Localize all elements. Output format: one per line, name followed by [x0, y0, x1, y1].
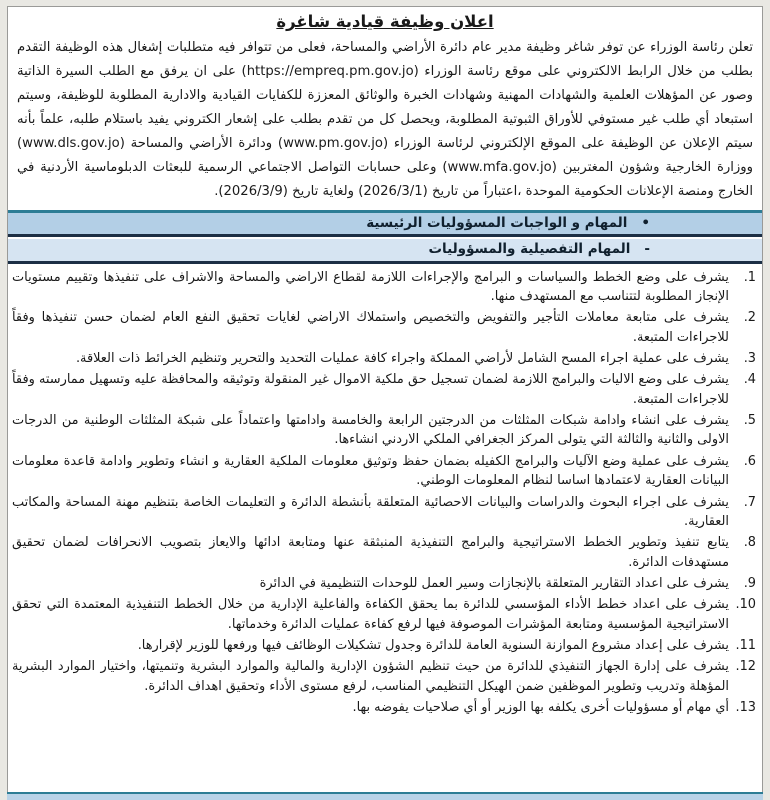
intro-paragraph: تعلن رئاسة الوزراء عن توفر شاغر وظيفة مدير عام دائرة الأراضي والمساحة، فعلى من تتوافر فيه متطلبات إشغال هذه الوظيفة التقدم بطلب من خلال الرابط الالكتروني على موقع رئاسة الوزراء (https://empreq.pm.gov.jo) على ان يرفق مع الطلب السيرة الذاتية وصور عن المؤهلات العلمية والشهادات المهنية وشهادات الخبرة والوثائق المعززة للكفايات القيادية والادارية المطلوبة للوظيفة، وسيتم استبعاد أي طلب غير مستوفي للأوراق الثبوتية المطلوبة، ويحصل كل من تقدم بطلب على إشعار الكتروني يفيد باستلام طلبه، علماً بأنه سيتم الإعلان عن الوظيفة على الموقع الإلكتروني لرئاسة الوزراء (www.pm.gov.jo) ودائرة الأراضي والمساحة (www.dls.gov.jo) ووزارة الخارجية وشؤون المغتربين (www.mfa.gov.jo) وعلى حسابات التواصل الاجتماعي الرسمية للبعثات الدبلوماسية الأردنية في الخارج ومنصة الإعلانات الحكومية الموحدة ،اعتباراً من تاريخ (2026/3/1) ولغاية تاريخ (2026/3/9).: [17, 40, 754, 200]
duty-text: يشرف على اعداد خطط الأداء المؤسسي للدائرة بما يحقق الكفاءة والفاعلية الإدارية من خلال الخطط التنفيذية المعتمدة التي تحقق الاستراتيجية المؤسسية ومتابعة المؤشرات الموصوفة فيها لرفع كفاءة عمليات الدائرة وخدماتها.: [12, 597, 729, 632]
duty-number: 12.: [735, 659, 756, 675]
duty-text: يشرف على إدارة الجهاز التنفيذي للدائرة من حيث تنظيم الشؤون الإدارية والمالية والموارد البشرية وتنميتها، واختيار الموارد البشرية المؤهلة وتدريب وتطوير الموظفين ضمن الهيكل التنظيمي المناسب، لرفع مستوى الأداء وتحقيق اهداف الدائرة.: [12, 659, 729, 694]
duty-item: [12, 349, 756, 368]
duty-item: [12, 308, 756, 347]
duty-item: [12, 370, 756, 409]
announcement-document: [7, 6, 763, 800]
duty-number: 9.: [743, 575, 756, 591]
duty-number: 8.: [743, 535, 756, 551]
duty-item: [12, 452, 756, 491]
duty-text: يشرف على عملية اجراء المسح الشامل لأراضي المملكة واجراء كافة عمليات التحديد والتحرير وتنظيم الخرائط ذات العلاقة.: [75, 350, 729, 366]
duty-number: 2.: [743, 310, 756, 326]
duty-text: أي مهام أو مسؤوليات أخرى يكلفه بها الوزير أو أي صلاحيات يفوضه بها.: [352, 700, 729, 716]
duty-item: [12, 595, 756, 634]
duty-text: يشرف على اجراء البحوث والدراسات والبيانات الاحصائية المتعلقة بأنشطة الدائرة و التعليمات الخاصة بتنظيم مهنة المساحة والمكاتب العقارية.: [12, 494, 729, 529]
duty-item: [12, 268, 756, 307]
next-section-bar-partial: [7, 792, 763, 800]
duty-item: [12, 574, 756, 593]
bullet-marker: •: [641, 215, 650, 232]
duty-text: يشرف على إعداد مشروع الموازنة السنوية العامة للدائرة وجدول تشكيلات الوظائف فيها ورفعها للوزير لإقرارها.: [137, 638, 729, 654]
duty-number: 13.: [735, 700, 756, 716]
duty-item: [12, 493, 756, 532]
duties-list: [12, 268, 756, 718]
duty-number: 7.: [743, 494, 756, 510]
duty-item: [12, 698, 756, 717]
duty-text: يشرف على متابعة معاملات التأجير والتفويض والتخصيص واستملاك الاراضي لغايات تحقيق النفع العام لضمان حسن تنفيذها وفقاً للاجراءات المتبعة.: [12, 310, 729, 345]
duty-text: يشرف على وضع الاليات والبرامج اللازمة لضمان تسجيل حق ملكية الاموال غير المنقولة وتوثيقه والمحافظة عليه وتسهيل ممارسته وفقاً للاجراءات المتبعة.: [12, 372, 729, 407]
duty-number: 10.: [735, 597, 756, 613]
duty-item: [12, 533, 756, 572]
duty-number: 1.: [743, 269, 756, 285]
duty-number: 5.: [743, 413, 756, 429]
section-header-main-duties: [8, 210, 762, 237]
duty-number: 6.: [743, 453, 756, 469]
duty-text: يشرف على انشاء وادامة شبكات المثلثات من الدرجتين الرابعة والخامسة وادامتها واعتماداً على شبكة المثلثات الوطنية من الدرجات الاولى والثانية والثالثة التي يتولى المركز الجغرافي الملكي الاردني انشاءها.: [12, 413, 729, 448]
section-detailed-label: المهام التفصيلية والمسؤوليات: [428, 241, 631, 258]
duty-text: يشرف على وضع الخطط والسياسات و البرامج والإجراءات اللازمة لقطاع الاراضي والمساحة والاشراف على تنفيذها وتقييم مستويات الإنجاز المطلوبة لتتناسب مع المستهدف منها.: [12, 269, 729, 304]
section-header-detailed-duties: [8, 239, 762, 263]
duty-text: يشرف على اعداد التقارير المتعلقة بالإنجازات وسير العمل للوحدات التنظيمية في الدائرة: [259, 575, 729, 591]
duty-item: [12, 411, 756, 450]
duty-item: [12, 636, 756, 655]
duty-text: يشرف على عملية وضع الآليات والبرامج الكفيله بضمان حفظ وتوثيق معلومات الملكية العقارية و انشاء وتطوير وادامة قاعدة معلومات البيانات العقارية لاعتمادها اساسا لنظام المعلومات الوطني.: [12, 453, 729, 489]
section-main-label: المهام و الواجبات المسؤوليات الرئيسية: [366, 215, 628, 232]
duty-number: 11.: [735, 638, 756, 654]
dash-marker: -: [644, 241, 650, 258]
duty-text: يتابع تنفيذ وتطوير الخطط الاستراتيجية والبرامج التنفيذية المنبثقة عنها ومتابعة ادائها والايعاز بتصويب الانحرافات لضمان تحقيق مستهدفات الدائرة.: [12, 535, 729, 570]
duty-number: 3.: [743, 350, 756, 366]
duty-number: 4.: [743, 372, 756, 388]
page-title: اعلان وظيفة قيادية شاغرة: [276, 12, 494, 31]
duty-item: [12, 657, 756, 696]
